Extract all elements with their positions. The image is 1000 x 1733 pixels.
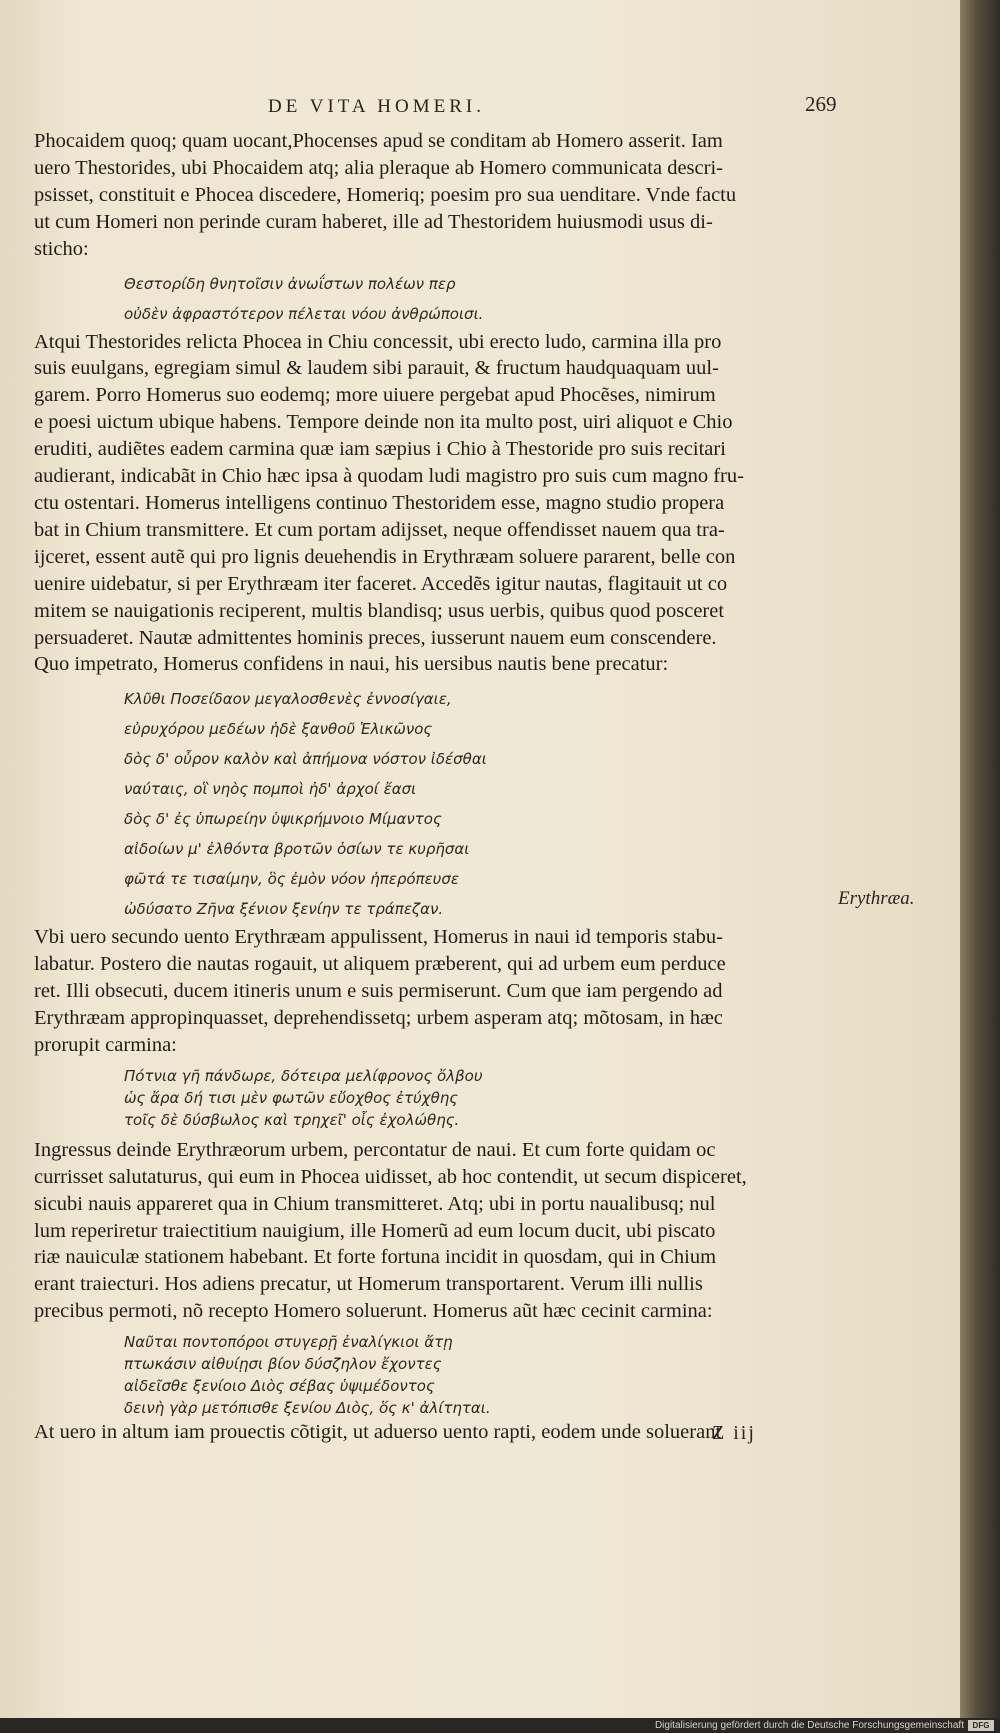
text-line: currisset salutaturus, qui eum in Phocea uidisset, ab hoc contendit, ut secum dispiceret,: [34, 1165, 747, 1188]
verse-line: οὐδὲν ἀφραστότερον πέλεται νόου ἀνθρώποισι.: [124, 304, 484, 323]
verse-line: Πότνια γῆ πάνδωρε, δότειρα μελίφρονος ὄλβου: [124, 1066, 483, 1085]
footer-credit: Digitalisierung gefördert durch die Deutsche Forschungsgemeinschaft: [654, 1720, 964, 1731]
text-line: prorupit carmina:: [34, 1033, 177, 1056]
verse-line: αἰδεῖσθε ξενίοιο Διὸς σέβας ὑψιμέδοντος: [124, 1377, 435, 1396]
paragraph-4: [34, 1137, 824, 1325]
signature-mark: Z iij: [712, 1422, 756, 1444]
verse-line: πτωκάσιν αἰθυίῃσι βίον δύσζηλον ἔχοντες: [124, 1355, 442, 1374]
text-line: suis euulgans, egregiam simul & laudem sibi parauit, & fructum haudquaquam uul-: [34, 357, 719, 380]
text-line: persuaderet. Nautæ admittentes hominis preces, iusserunt nauem eum conscendere.: [34, 626, 717, 649]
text-line: garem. Porro Homerus suo eodemq; more uiuere pergebat apud Phocẽses, nimirum: [34, 384, 716, 407]
paragraph-2: [34, 329, 824, 679]
text-line: ret. Illi obsecuti, ducem itineris unum e suis permiserunt. Cum que iam pergendo ad: [34, 980, 723, 1003]
text-line: uenire uidebatur, si per Erythræam iter faceret. Accedẽs igitur nautas, flagitauit ut co: [34, 572, 728, 595]
verse-line: Ναῦται ποντοπόροι στυγερῇ ἐναλίγκιοι ἄτῃ: [124, 1333, 453, 1352]
greek-verse-1: [34, 269, 824, 329]
text-line: Ingressus deinde Erythræorum urbem, percontatur de naui. Et cum forte quidam oc: [34, 1138, 716, 1161]
verse-line: εὐρυχόρου μεδέων ἠδὲ ξανθοῦ Ἑλικῶνος: [124, 720, 433, 739]
footer-bar: [0, 1718, 1000, 1733]
verse-line: Κλῦθι Ποσείδαον μεγαλοσθενὲς ἐννοσίγαιε,: [124, 690, 452, 709]
page-number: 269: [805, 92, 837, 116]
paragraph-5: [34, 1419, 824, 1446]
verse-line: φῶτά τε τισαίμην, ὃς ἐμὸν νόον ἠπερόπευσε: [124, 870, 459, 889]
text-line: e poesi uictum ubique habens. Tempore deinde non ita multo post, uiri aliquot e Chio: [34, 411, 733, 434]
text-line: psisset, constituit e Phocea discedere, Homeriq; poesim pro sua uenditare. Vnde factu: [34, 183, 737, 206]
page-header: [0, 92, 960, 126]
body-text: [34, 128, 824, 1446]
verse-line: δὸς δ' ἐς ὑπωρείην ὑψικρήμνοιο Μίμαντος: [124, 810, 442, 829]
paragraph-1: [34, 128, 824, 263]
verse-line: Θεστορίδη θνητοῖσιν ἀνωΐστων πολέων περ: [124, 274, 456, 293]
paragraph-3: [34, 924, 824, 1059]
text-line: uero Thestorides, ubi Phocaidem atq; alia pleraque ab Homero communicata descri-: [34, 156, 723, 179]
greek-verse-4: [34, 1331, 824, 1419]
text-line: audierant, indicabãt in Chio hæc ipsa à quodam ludi magistro pro suis cum magno fru-: [34, 465, 744, 488]
verse-line: δεινὴ γὰρ μετόπισθε ξενίου Διὸς, ὅς κ' ἀλίτηται.: [124, 1399, 491, 1418]
text-line: precibus permoti, nõ recepto Homero soluerunt. Homerus aũt hæc cecinit carmina:: [34, 1300, 713, 1323]
text-line: lum reperiretur traiectitium nauigium, ille Homerũ ad eum locum ducit, ubi piscato: [34, 1219, 716, 1242]
greek-verse-3: [34, 1065, 824, 1131]
text-line: ut cum Homeri non perinde curam haberet, ille ad Thestoridem huiusmodi usus di-: [34, 210, 713, 233]
text-line: Quo impetrato, Homerus confidens in naui, his uersibus nautis bene precatur:: [34, 653, 669, 676]
text-line: ijceret, essent autẽ qui pro lignis deuehendis in Erythræam soluere pararent, belle con: [34, 545, 736, 568]
page-edge: [960, 0, 1000, 1718]
text-line: Atqui Thestorides relicta Phocea in Chiu concessit, ubi erecto ludo, carmina illa pro: [34, 330, 722, 353]
text-line: eruditi, audiẽtes eadem carmina quæ iam sæpius i Chio à Thestoride pro suis recitari: [34, 438, 726, 461]
greek-verse-2: [34, 684, 824, 924]
text-line: Erythræam appropinquasset, deprehendissetq; urbem asperam atq; mõtosam, in hæc: [34, 1007, 723, 1030]
text-line: erant traiecturi. Hos adiens precatur, ut Homerum transportarent. Verum illi nullis: [34, 1273, 703, 1296]
text-line: sicubi nauis appareret qua in Chium transmitteret. Atq; ubi in portu naualibusq; nul: [34, 1192, 716, 1215]
verse-line: ναύταις, οἳ νηὸς πομποὶ ἠδ' ἀρχοί ἔασι: [124, 780, 417, 799]
verse-line: αἰδοίων μ' ἐλθόντα βροτῶν ὁσίων τε κυρῆσαι: [124, 840, 470, 859]
text-line: bat in Chium transmittere. Et cum portam adijsset, neque offendisset nauem qua tra-: [34, 518, 725, 541]
verse-line: ὡς ἄρα δή τισι μὲν φωτῶν εὔοχθος ἐτύχθης: [124, 1088, 459, 1107]
text-line: mitem se nauigationis reciperent, multis blandisq; usus uerbis, quibus quod posceret: [34, 599, 725, 622]
verse-line: δὸς δ' οὖρον καλὸν καὶ ἀπήμονα νόστον ἰδέσθαι: [124, 750, 487, 769]
marginal-note: Erythræa.: [838, 888, 915, 909]
text-line: At uero in altum iam prouectis cõtigit, ut aduerso uento rapti, eodem unde soluerant: [34, 1421, 722, 1444]
text-line: riæ nauiculæ stationem habebant. Et forte fortuna incidit in quosdam, qui in Chium: [34, 1246, 717, 1269]
text-line: Vbi uero secundo uento Erythræam appulissent, Homerus in naui id temporis stabu-: [34, 926, 723, 949]
verse-line: ὠδύσατο Ζῆνα ξένιον ξενίην τε τράπεζαν.: [124, 900, 444, 919]
running-head: DE VITA HOMERI.: [268, 96, 485, 117]
text-line: ctu ostentari. Homerus intelligens continuo Thestoridem esse, magno studio propera: [34, 491, 725, 514]
text-line: labatur. Postero die nautas rogauit, ut aliquem præberent, qui ad urbem eum perduce: [34, 953, 726, 976]
dfg-logo: DFG: [968, 1720, 994, 1731]
text-line: Phocaidem quoq; quam uocant,Phocenses apud se conditam ab Homero asserit. Iam: [34, 130, 723, 152]
text-line: sticho:: [34, 237, 89, 260]
verse-line: τοῖς δὲ δύσβωλος καὶ τρηχεῖ' οἷς ἐχολώθης.: [124, 1110, 460, 1129]
